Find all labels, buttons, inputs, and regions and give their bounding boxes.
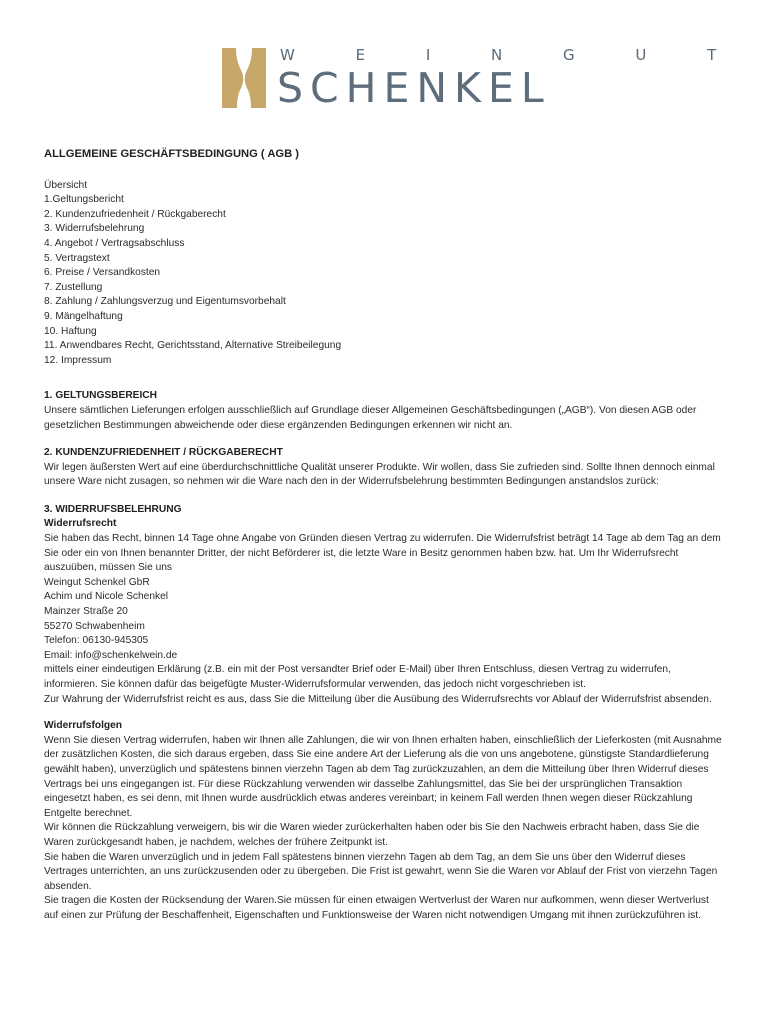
toc-item: 8. Zahlung / Zahlungsverzug und Eigentumsvorbehalt bbox=[44, 296, 286, 308]
section-1-text: Unsere sämtlichen Lieferungen erfolgen ausschließlich auf Grundlage dieser Allgemeinen Geschäftsbedingungen („AGB“). Von diesen AGB oder gesetzlichen Bestimmungen abweichende oder diese ergänzenden Bedingungen erkennen wir nicht an. bbox=[44, 404, 697, 431]
toc-item: 1.Geltungsbericht bbox=[44, 194, 124, 206]
address-line: Mainzer Straße 20 bbox=[44, 606, 128, 618]
toc-item: 10. Haftung bbox=[44, 325, 97, 337]
widerrufsfolgen-costs: Sie tragen die Kosten der Rücksendung der Waren.Sie müssen für einen etwaigen Wertverlust der Waren nur aufkommen, wenn dieser Wertverlust auf einen zur Prüfung der Beschaffenheit, Eigenschaften und Funktionsweise der Waren nicht notwendigen Umgang mit ihnen zurückzuführen ist. bbox=[44, 895, 709, 921]
widerrufsrecht-deadline: Zur Wahrung der Widerrufsfrist reicht es aus, dass Sie die Mitteilung über die Ausübung des Widerrufsrechts vor Ablauf der Widerrufsfrist absenden. bbox=[44, 693, 712, 705]
toc-item: 12. Impressum bbox=[44, 354, 112, 366]
widerrufsfolgen-refusal: Wir können die Rückzahlung verweigern, bis wir die Waren wieder zurückerhalten haben oder bis Sie den Nachweis erbracht haben, dass Sie die Waren zurückgesandt haben, je nachdem, welches der frühere Zeitpunkt ist. bbox=[44, 822, 700, 848]
address-line: Weingut Schenkel GbR bbox=[44, 576, 150, 588]
toc-item: 5. Vertragstext bbox=[44, 252, 110, 264]
contact-address bbox=[44, 576, 724, 664]
section-2-text: Wir legen äußersten Wert auf eine überdurchschnittliche Qualität unserer Produkte. Wir wollen, dass Sie zufrieden sind. Sollte Ihnen dennoch einmal unsere Ware nicht zusagen, so nehmen wir die Ware nach den in der Widerrufsbelehrung bestimmten Bedingungen anstandslos zurück: bbox=[44, 461, 715, 488]
toc-item: 6. Preise / Versandkosten bbox=[44, 267, 161, 279]
document-body bbox=[44, 147, 724, 924]
section-3-heading: 3. WIDERRUFSBELEHRUNG bbox=[44, 503, 182, 515]
widerrufsrecht-heading: Widerrufsrecht bbox=[44, 518, 117, 530]
toc-item: 9. Mängelhaftung bbox=[44, 310, 123, 322]
weingut-schenkel-logo bbox=[222, 46, 745, 112]
logo-wordmark-main: SCHENKEL bbox=[277, 64, 551, 112]
section-2-heading: 2. KUNDENZUFRIEDENHEIT / RÜCKGABERECHT bbox=[44, 447, 283, 459]
table-of-contents bbox=[44, 179, 724, 369]
toc-item: 2. Kundenzufriedenheit / Rückgaberecht bbox=[44, 208, 226, 220]
bottle-mark-icon bbox=[222, 48, 266, 108]
address-line: 55270 Schwabenheim bbox=[44, 620, 145, 632]
toc-item: 4. Angebot / Vertragsabschluss bbox=[44, 237, 185, 249]
toc-item: 7. Zustellung bbox=[44, 281, 103, 293]
toc-heading: Übersicht bbox=[44, 179, 88, 191]
widerrufsrecht-declaration: mittels einer eindeutigen Erklärung (z.B. ein mit der Post versandter Brief oder E-Mail) über Ihren Entschluss, diesen Vertrag zu widerrufen, informieren. Sie können dafür das beigefügte Muster-Widerrufsformular verwenden, das jedoch nicht vorgeschrieben ist. bbox=[44, 664, 671, 690]
toc-item: 3. Widerrufsbelehrung bbox=[44, 223, 145, 235]
widerrufsrecht-text: Sie haben das Recht, binnen 14 Tage ohne Angabe von Gründen diesen Vertrag zu widerrufen. Die Widerrufsfrist beträgt 14 Tage ab dem Tag an dem Sie oder ein von Ihnen benannter Dritter, der nicht Beförderer ist, die letzte Ware in Besitz genommen haben bzw. hat. Um Ihr Widerrufsrecht auszuüben, müssen Sie uns bbox=[44, 533, 721, 574]
widerrufsfolgen-return: Sie haben die Waren unverzüglich und in jedem Fall spätestens binnen vierzehn Tagen ab dem Tag, an dem Sie uns über den Widerruf dieses Vertrages unterrichten, an uns zurückzusenden oder zu übergeben. Die Frist ist gewahrt, wenn Sie die Waren vor Ablauf der Frist von vierzehn Tagen absenden. bbox=[44, 851, 718, 892]
address-line: Achim und Nicole Schenkel bbox=[44, 591, 169, 603]
address-email: Email: info@schenkelwein.de bbox=[44, 649, 178, 661]
widerrufsfolgen-text: Wenn Sie diesen Vertrag widerrufen, haben wir Ihnen alle Zahlungen, die wir von Ihnen erhalten haben, einschließlich der Lieferkosten (mit Ausnahme der zusätzlichen Kosten, die sich daraus ergeben, dass Sie eine andere Art der Lieferung als die von uns angebotene, günstigste Standardlieferung gewählt haben), unverzüglich und spätestens binnen vierzehn Tagen ab dem Tag zurückzuzahlen, an dem die Mitteilung über Ihren Widerruf dieses Vertrags bei uns eingegangen ist. Für diese Rückzahlung verwenden wir dasselbe Zahlungsmittel, das Sie bei der ursprünglichen Transaktion eingesetzt haben, es sei denn, mit Ihnen wurde ausdrücklich etwas anderes vereinbart; in keinem Fall werden Ihnen wegen dieser Rückzahlung Entgelte berechnet. bbox=[44, 734, 722, 819]
toc-item: 11. Anwendbares Recht, Gerichtsstand, Alternative Streibeilegung bbox=[44, 340, 342, 352]
logo-wordmark-top: W E I N G U T bbox=[280, 46, 745, 64]
address-phone: Telefon: 06130-945305 bbox=[44, 635, 149, 647]
page-title: ALLGEMEINE GESCHÄFTSBEDINGUNG ( AGB ) bbox=[44, 148, 300, 160]
widerrufsfolgen-heading: Widerrufsfolgen bbox=[44, 720, 123, 732]
section-1-heading: 1. GELTUNGSBEREICH bbox=[44, 390, 158, 402]
